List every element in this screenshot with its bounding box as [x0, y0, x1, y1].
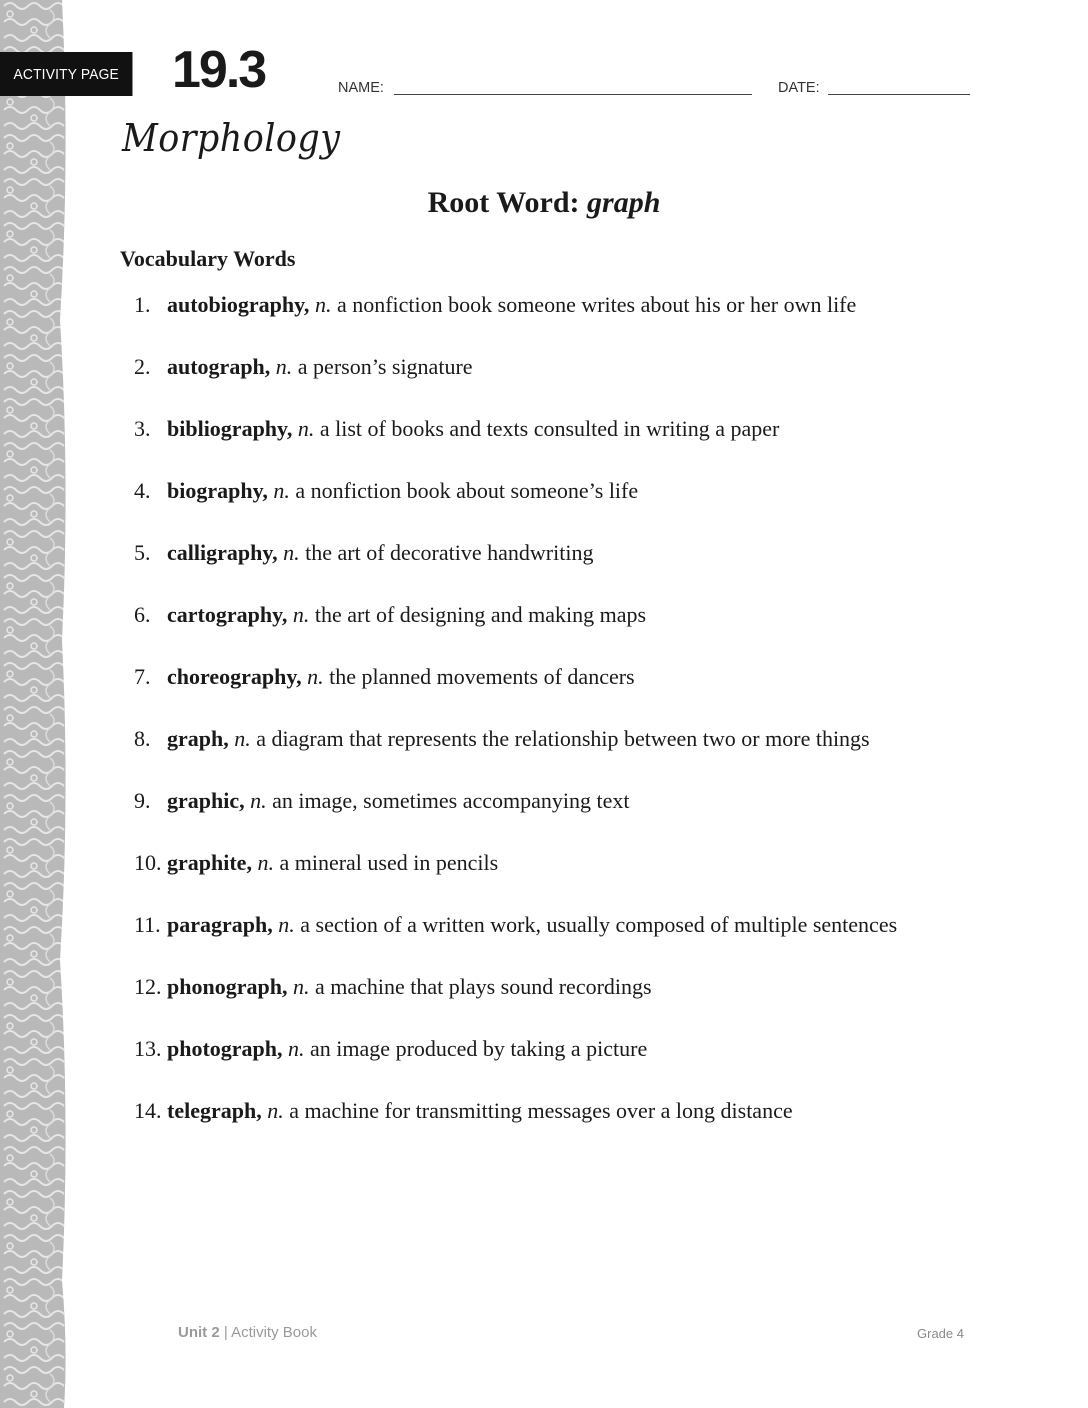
vocab-word: graph, — [167, 726, 229, 751]
vocab-number: 9. — [134, 788, 151, 813]
vocab-definition: a diagram that represents the relationship between two or more things — [256, 726, 870, 751]
name-field[interactable] — [394, 94, 752, 95]
vocab-definition: the art of designing and making maps — [314, 602, 647, 627]
vocab-word: choreography, — [167, 664, 302, 689]
vocab-word: paragraph, — [167, 912, 273, 937]
section-title: Morphology — [122, 116, 341, 160]
activity-page-tab — [0, 52, 132, 96]
vocab-definition: the planned movements of dancers — [329, 664, 635, 689]
vocab-definition: a nonfiction book someone writes about his or her own life — [336, 292, 857, 317]
vocabulary-list — [134, 288, 1014, 1156]
vocab-part-of-speech: n. — [307, 664, 324, 689]
vocab-number: 7. — [134, 664, 151, 689]
vocab-number: 5. — [134, 540, 151, 565]
vocab-number: 8. — [134, 726, 151, 751]
vocab-part-of-speech: n. — [314, 292, 332, 317]
footer-separator: | — [223, 1324, 228, 1341]
footer-unit: Unit 2 — [178, 1324, 220, 1341]
vocab-number: 2. — [134, 354, 151, 379]
vocab-word: cartography, — [167, 602, 288, 627]
vocab-item — [134, 1032, 1014, 1094]
vocab-item — [134, 784, 1014, 846]
vocab-word: graphic, — [167, 788, 245, 813]
vocab-definition: a machine that plays sound recordings — [314, 974, 652, 999]
vocab-definition: a mineral used in pencils — [279, 850, 499, 875]
vocab-item — [134, 970, 1014, 1032]
vocab-number: 3. — [134, 416, 151, 441]
root-word: graph — [587, 186, 661, 219]
vocab-item — [134, 288, 1014, 350]
vocab-part-of-speech: n. — [273, 478, 290, 503]
vocab-part-of-speech: n. — [234, 726, 251, 751]
vocab-word: calligraphy, — [167, 540, 278, 565]
vocabulary-heading: Vocabulary Words — [120, 246, 296, 271]
vocab-part-of-speech: n. — [288, 1036, 305, 1061]
vocab-definition: a machine for transmitting messages over a long distance — [289, 1098, 793, 1123]
vocab-definition: a person’s signature — [297, 354, 473, 379]
vocab-item — [134, 350, 1014, 412]
vocab-part-of-speech: n. — [275, 354, 293, 379]
vocab-word: autograph, — [167, 354, 271, 379]
vocab-part-of-speech: n. — [292, 974, 310, 999]
vocab-part-of-speech: n. — [267, 1098, 284, 1123]
vocab-part-of-speech: n. — [283, 540, 300, 565]
vocab-item — [134, 598, 1014, 660]
vocab-definition: an image, sometimes accompanying text — [272, 788, 630, 813]
activity-page-label: ACTIVITY PAGE — [13, 65, 119, 83]
vocab-number: 6. — [134, 602, 151, 627]
vocab-part-of-speech: n. — [257, 850, 274, 875]
vocab-word: phonograph, — [167, 974, 288, 999]
vocab-part-of-speech: n. — [278, 912, 295, 937]
vocab-item — [134, 536, 1014, 598]
footer-grade: Grade 4 — [917, 1326, 964, 1341]
vocab-part-of-speech: n. — [297, 416, 315, 441]
vocab-definition: a list of books and texts consulted in writing a paper — [319, 416, 780, 441]
vocab-number: 14. — [134, 1098, 162, 1123]
vocab-number: 4. — [134, 478, 151, 503]
vocab-number: 11. — [134, 912, 161, 937]
vocab-word: graphite, — [167, 850, 252, 875]
vocab-definition: a nonfiction book about someone’s life — [295, 478, 639, 503]
vocab-word: photograph, — [167, 1036, 283, 1061]
page-number: 19.3 — [172, 41, 266, 99]
vocab-part-of-speech: n. — [250, 788, 267, 813]
vocab-item — [134, 660, 1014, 722]
vocab-definition: the art of decorative handwriting — [305, 540, 594, 565]
vocab-number: 10. — [134, 850, 162, 875]
vocab-word: telegraph, — [167, 1098, 262, 1123]
vocab-item — [134, 474, 1014, 536]
date-label: DATE: — [778, 80, 820, 96]
root-word-label: Root Word: — [427, 186, 580, 219]
vocab-word: autobiography, — [167, 292, 310, 317]
root-word-heading — [0, 186, 1088, 220]
vocab-word: bibliography, — [167, 416, 293, 441]
vocab-definition: a section of a written work, usually composed of multiple sentences — [300, 912, 898, 937]
vocab-part-of-speech: n. — [292, 602, 310, 627]
vocab-definition: an image produced by taking a picture — [310, 1036, 648, 1061]
vocab-item — [134, 846, 1014, 908]
vocab-item — [134, 1094, 1014, 1156]
vocab-item — [134, 722, 1014, 784]
vocab-number: 1. — [134, 292, 151, 317]
vocab-item — [134, 908, 1014, 970]
date-field[interactable] — [828, 94, 970, 95]
vocab-word: biography, — [167, 478, 268, 503]
vocab-item — [134, 412, 1014, 474]
vocab-number: 13. — [134, 1036, 162, 1061]
footer-unit-info — [178, 1324, 317, 1341]
name-label: NAME: — [338, 80, 384, 96]
vocab-number: 12. — [134, 974, 162, 999]
footer-book: Activity Book — [231, 1324, 317, 1341]
